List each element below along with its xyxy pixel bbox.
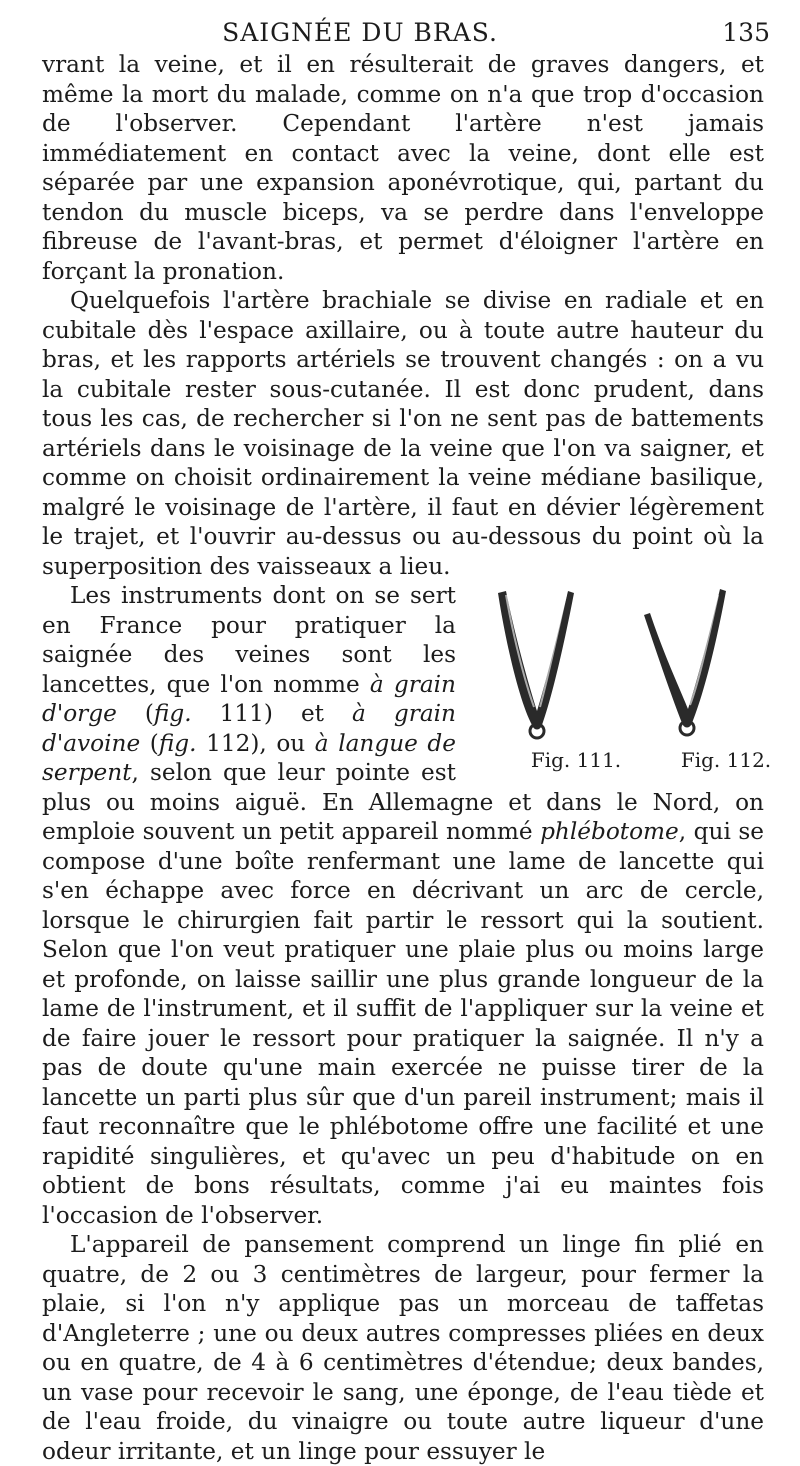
term-phlebotome: phlébotome (540, 818, 679, 845)
paragraph-dressing: L'appareil de pansement comprend un linge fin plié en quatre, de 2 ou 3 centimètres de largeur, pour fermer la plaie, si l'on n'y applique pas un morceau de taffetas d'Angleterre ; une ou deux autres compresses pliées en deux ou en quatre, de 4 à 6 centimètres d'étendue; deux bandes, un vase pour recevoir le sang, une éponge, de l'eau tiède et de l'eau froide, du vinaigre ou toute autre liqueur d'une odeur irritante, et un linge pour essuyer le (42, 1231, 764, 1465)
paragraph-lancets (42, 581, 772, 1230)
lancet-text-3: 111) et (191, 700, 353, 727)
page-header (0, 14, 800, 54)
figure-111 (464, 585, 622, 775)
lancet-text-5: 112), ou (196, 729, 315, 757)
lancet-oat-grain-illustration (634, 585, 734, 745)
fig-ref-111: fig. (153, 700, 192, 727)
paragraph-2: Quelquefois l'artère brachiale se divise en radiale et en cubitale dès l'espace axillaire, ou à toute autre hauteur du bras, et les rapports artériels se trouvent changés : on a vu la cubitale rester sous-cutanée. Il est donc prudent, dans tous les cas, de rechercher si l'on ne sent pas de battements artériels dans le voisinage de la veine que l'on va saigner, et comme on choisit ordinairement la veine médiane basilique, malgré le voisinage de l'artère, il faut en dévier légèrement le trajet, et l'ouvrir au-dessus ou au-dessous du point où la superposition des vaisseaux a lieu. (42, 287, 764, 580)
figure-112-caption: Fig. 112. (680, 747, 772, 772)
term-grain-orge: à grain d'orge (42, 670, 456, 727)
lancet-text-6: , selon que leur pointe est plus ou moins aiguë. En Allemagne et dans le Nord, on emploie souvent un petit appareil nommé (42, 759, 764, 845)
figure-111-caption: Fig. 111. (530, 747, 622, 772)
lancet-text-4: ( (140, 729, 159, 757)
lancet-text-2: ( (116, 700, 154, 727)
figure-group (464, 585, 772, 775)
lancet-text-7: , qui se compose d'une boîte renfermant une lame de lancette qui s'en échappe avec force en décrivant un arc de cercle, lorsque le chirurgien fait partir le ressort qui la soutient. Selon que l'on veut pratiquer une plaie plus ou moins large et profonde, on laisse saillir une plus grande longueur de la lame de l'instrument, et il suffit de l'appliquer sur la veine et de faire jouer le ressort pour pratiquer la saignée. Il n'y a pas de doute qu'une main exercée ne puisse tirer de la lancette un parti plus sûr que d'un pareil instrument; mais il faut reconnaître que le phlébotome offre une facilité et une rapidité singulières, et qu'avec un peu d'habitude on en obtient de bons résultats, comme j'ai eu maintes fois l'occasion de l'observer. (42, 818, 764, 1229)
lancet-barleycorn-illustration (484, 585, 584, 745)
page-number: 135 (722, 18, 770, 47)
body-text (42, 50, 772, 1466)
term-langue-serpent: à langue de serpent (42, 729, 457, 786)
running-title: SAIGNÉE DU BRAS. (222, 18, 498, 47)
paragraph-1: vrant la veine, et il en résulterait de graves dangers, et même la mort du malade, comme on n'a que trop d'occasion de l'observer. Cependant l'artère n'est jamais immédiatement en contact avec la veine, dont elle est séparée par une expansion aponévrotique, qui, partant du tendon du muscle biceps, va se perdre dans l'enveloppe fibreuse de l'avant-bras, et permet d'éloigner l'artère en forçant la pronation. (42, 51, 764, 285)
figure-112 (614, 585, 772, 775)
term-grain-avoine: à grain d'avoine (42, 700, 456, 757)
lancet-text-1: Les instruments dont on se sert en France pour pratiquer la saignée des veines sont les lancettes, que l'on nomme (42, 582, 456, 698)
fig-ref-112: fig. (158, 729, 197, 757)
